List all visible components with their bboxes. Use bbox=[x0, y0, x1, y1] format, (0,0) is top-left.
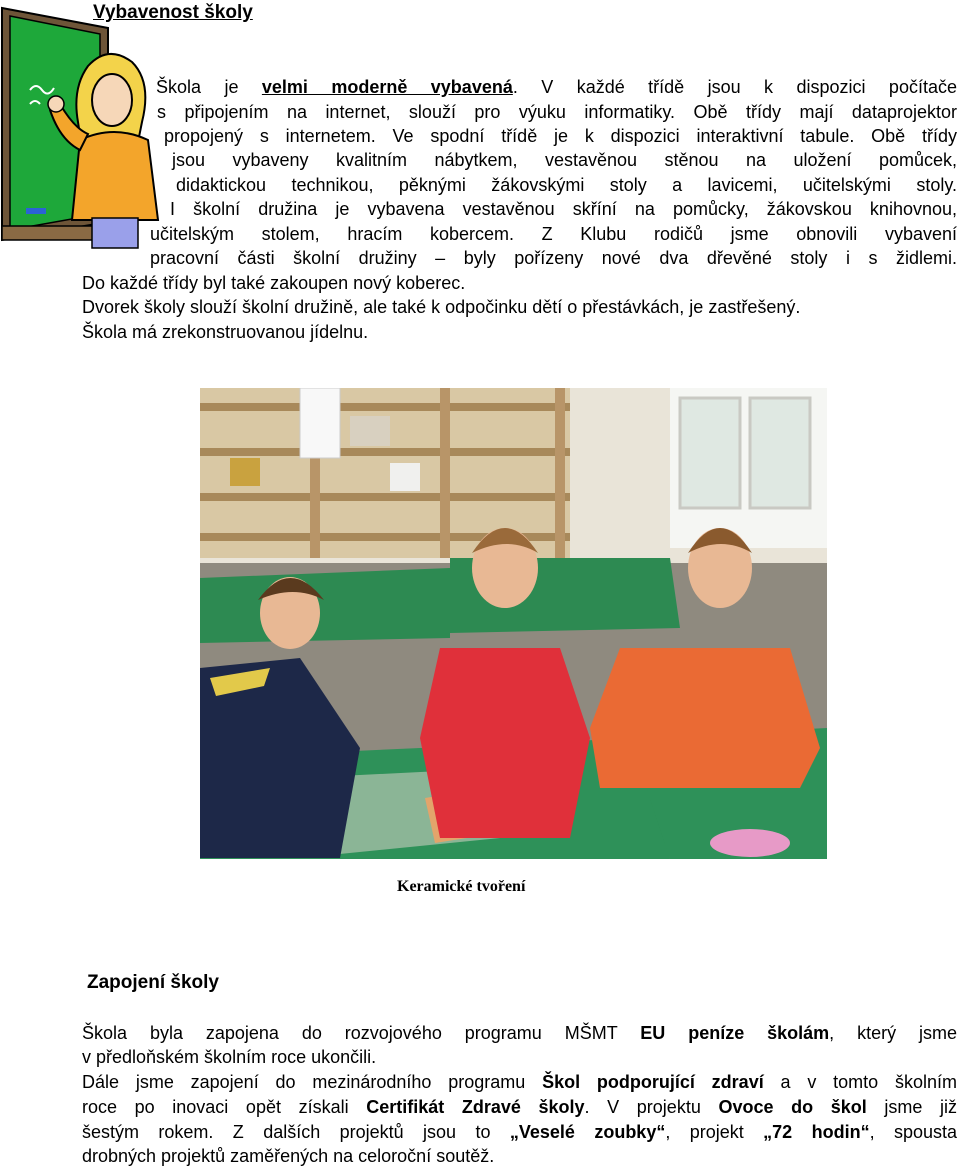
paragraph-line: s připojením na internet, slouží pro výuku informatiky. Obě třídy mají dataprojektor bbox=[157, 102, 957, 122]
paragraph-line: učitelským stolem, hracím kobercem. Z Klubu rodičů jsme obnovili vybavení bbox=[150, 224, 957, 244]
paragraph-line: Škola byla zapojena do rozvojového programu MŠMT EU peníze školám, který jsme bbox=[82, 1023, 957, 1043]
paragraph-line: pracovní části školní družiny – byly pořízeny nové dva dřevěné stoly i s židlemi. bbox=[150, 248, 957, 268]
section-heading-vybavenost: Vybavenost školy bbox=[93, 2, 253, 23]
ceramics-photo bbox=[200, 388, 827, 859]
paragraph-line: šestým rokem. Z dalších projektů jsou to „Veselé zoubky“, projekt „72 hodin“, spousta bbox=[82, 1122, 958, 1142]
paragraph-line: v předloňském školním roce ukončili. bbox=[82, 1047, 377, 1067]
paragraph-line: Dvorek školy slouží školní družině, ale také k odpočinku dětí o přestávkách, je zastřešený. bbox=[82, 297, 801, 317]
paragraph-line: I školní družina je vybavena vestavěnou skříní na pomůcky, žákovskou knihovnou, bbox=[170, 199, 957, 219]
paragraph-line: jsou vybaveny kvalitním nábytkem, vestavěnou stěnou na uložení pomůcek, bbox=[172, 150, 957, 170]
section-heading-zapojeni: Zapojení školy bbox=[87, 972, 219, 993]
teacher-chalkboard-clipart bbox=[0, 0, 160, 250]
paragraph-line: Škola má zrekonstruovanou jídelnu. bbox=[82, 322, 369, 342]
paragraph-line: didaktickou technikou, pěknými žákovskými stoly a lavicemi, učitelskými stoly. bbox=[176, 175, 957, 195]
paragraph-line: drobných projektů zaměřených na celoroční soutěž. bbox=[82, 1146, 495, 1166]
paragraph-line: roce po inovaci opět získali Certifikát Zdravé školy. V projektu Ovoce do škol jsme již bbox=[82, 1097, 957, 1117]
photo-caption: Keramické tvoření bbox=[397, 878, 526, 895]
paragraph-line: propojený s internetem. Ve spodní třídě je k dispozici interaktivní tabule. Obě třídy bbox=[164, 126, 957, 146]
paragraph-line: Do každé třídy byl také zakoupen nový koberec. bbox=[82, 273, 466, 293]
paragraph-line: Škola je velmi moderně vybavená. V každé třídě jsou k dispozici počítače bbox=[156, 77, 957, 97]
paragraph-line: Dále jsme zapojení do mezinárodního programu Škol podporující zdraví a v tomto školním bbox=[82, 1072, 957, 1092]
